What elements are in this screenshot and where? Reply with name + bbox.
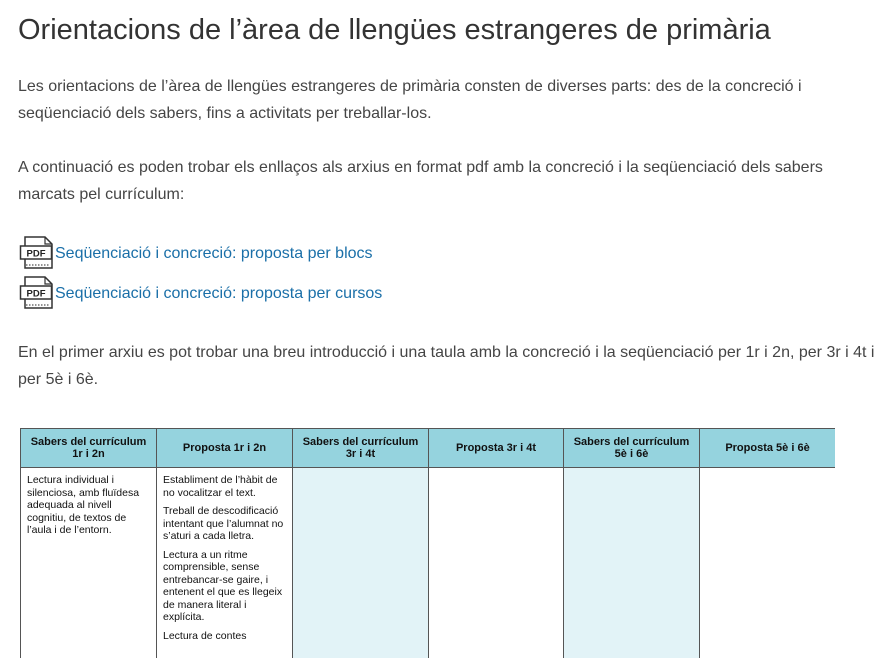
column-header: Proposta 5è i 6è bbox=[700, 429, 836, 468]
table-cell bbox=[429, 468, 564, 658]
page-title: Orientacions de l’àrea de llengües estrangeres de primària bbox=[18, 14, 771, 47]
pdf-icon-label: PDF bbox=[27, 249, 46, 260]
concrecio-table-image bbox=[20, 428, 835, 658]
column-header: Proposta 1r i 2n bbox=[157, 429, 293, 468]
table-cell bbox=[293, 468, 429, 658]
table-cell bbox=[700, 468, 836, 658]
pdf-icon-label: PDF bbox=[27, 289, 46, 300]
column-header: Sabers del currículum 1r i 2n bbox=[21, 429, 157, 468]
table-row bbox=[21, 468, 836, 658]
cell-text: Lectura de contes bbox=[163, 630, 286, 643]
pdf-file-icon[interactable] bbox=[18, 274, 56, 314]
cell-text: Lectura a un ritme comprensible, sense entrebancar-se gaire, i entenent el que es llegeix de manera literal i explícita. bbox=[163, 549, 286, 624]
table-cell bbox=[157, 468, 293, 658]
table-cell bbox=[21, 468, 157, 658]
intro-paragraph: Les orientacions de l’àrea de llengües estrangeres de primària consten de diverses parts: des de la concreció i seqüenciació dels sabers, fins a activitats per treballar-los. bbox=[18, 73, 884, 127]
pdf-file-icon[interactable] bbox=[18, 234, 56, 274]
column-header: Proposta 3r i 4t bbox=[429, 429, 564, 468]
link-proposta-cursos[interactable]: Seqüenciació i concreció: proposta per cursos bbox=[55, 285, 382, 303]
column-header: Sabers del currículum 3r i 4t bbox=[293, 429, 429, 468]
cell-text: Establiment de l’hàbit de no vocalitzar el text. bbox=[163, 474, 286, 499]
column-header: Sabers del currículum 5è i 6è bbox=[564, 429, 700, 468]
cell-text: Treball de descodificació intentant que l’alumnat no s’aturi a cada lletra. bbox=[163, 505, 286, 543]
table-header-row bbox=[21, 429, 836, 468]
note-paragraph: En el primer arxiu es pot trobar una breu introducció i una taula amb la concreció i la seqüenciació per 1r i 2n, per 3r i 4t i per 5è i 6è. bbox=[18, 339, 884, 393]
links-intro-paragraph: A continuació es poden trobar els enllaços als arxius en format pdf amb la concreció i la seqüenciació dels sabers marcats pel currículum: bbox=[18, 154, 884, 208]
link-proposta-blocs[interactable]: Seqüenciació i concreció: proposta per blocs bbox=[55, 245, 373, 263]
pdf-link-item bbox=[18, 234, 382, 274]
concrecio-table bbox=[20, 428, 835, 658]
cell-text: Lectura individual i silenciosa, amb fluïdesa adequada al nivell cognitiu, de textos de l’aula i de l’entorn. bbox=[27, 474, 150, 537]
table-cell bbox=[564, 468, 700, 658]
pdf-link-item bbox=[18, 274, 382, 314]
pdf-links-list bbox=[18, 234, 382, 314]
